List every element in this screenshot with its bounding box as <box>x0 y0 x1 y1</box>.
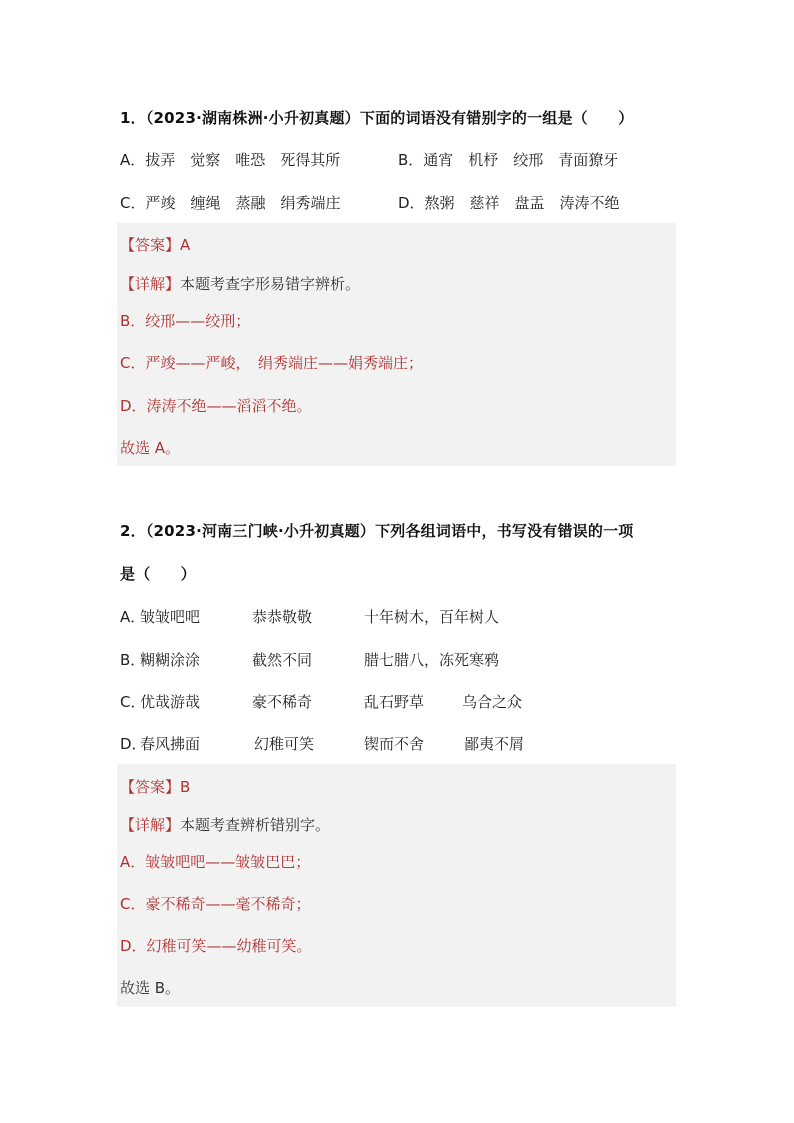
question-2-option-c-word1: 优哉游哉 <box>140 693 201 711</box>
question-2-explanation-d: D．幻稚可笑——幼稚可笑。 <box>120 937 312 955</box>
question-2-option-d-word4: 鄙夷不屑 <box>464 735 525 753</box>
question-1-title: 1．（2023·湖南株洲·小升初真题）下面的词语没有错别字的一组是（ ） <box>120 109 634 127</box>
question-2-option-d-word1: 春风拂面 <box>140 735 201 753</box>
answer-value: B <box>180 778 191 796</box>
question-2-option-b-word3: 腊七腊八，冻死寒鸦 <box>364 651 500 669</box>
detail-text: 本题考查字形易错字辨析。 <box>180 275 361 293</box>
question-2-option-d-word2: 幻稚可笑 <box>254 735 315 753</box>
question-2-explanation-c: C．豪不稀奇——毫不稀奇； <box>120 895 311 913</box>
answer-value: A <box>180 236 191 254</box>
question-1-explanation-b: B．绞邢——绞刑； <box>120 312 251 330</box>
question-2-option-c-letter: C． <box>120 693 146 711</box>
question-2-option-b-word2: 截然不同 <box>252 651 313 669</box>
question-2-conclusion: 故选 B。 <box>120 979 181 997</box>
question-2-option-c-word3: 乱石野草 <box>364 693 425 711</box>
question-1-conclusion: 故选 A。 <box>120 439 181 457</box>
question-2-option-a-word3: 十年树木，百年树人 <box>364 608 500 626</box>
question-1-explanation-d: D．涛涛不绝——滔滔不绝。 <box>120 397 312 415</box>
question-2-option-d-letter: D． <box>120 735 147 753</box>
question-2-option-c-word4: 乌合之众 <box>462 693 523 711</box>
question-2-explanation-a: A．皱皱吧吧——皱皱巴巴； <box>120 853 311 871</box>
question-2-option-b-word1: 糊糊涂涂 <box>140 651 201 669</box>
question-2-title: 2．（2023·河南三门峡·小升初真题）下列各组词语中，书写没有错误的一项 <box>120 522 634 540</box>
question-1-option-a: A．拔弄 觉察 唯恐 死得其所 <box>120 151 341 169</box>
question-2-answer <box>120 776 190 797</box>
question-2-option-b-letter: B． <box>120 651 146 669</box>
answer-label: 【答案】 <box>120 236 181 254</box>
question-1-option-d: D．熬粥 慈祥 盘盂 涛涛不绝 <box>398 194 620 212</box>
question-1-answer <box>120 234 190 255</box>
question-2-option-a-word1: 皱皱吧吧 <box>140 608 201 626</box>
question-1-option-c: C．严竣 缠绳 蒸融 绢秀端庄 <box>120 194 341 212</box>
question-2-option-d-word3: 锲而不舍 <box>364 735 425 753</box>
detail-label: 【详解】 <box>120 816 181 834</box>
question-2-option-a-letter: A． <box>120 608 146 626</box>
question-2-title-line2: 是（ ） <box>120 565 197 583</box>
question-1-explanation-c: C．严竣——严峻， 绢秀端庄——娟秀端庄； <box>120 354 423 372</box>
detail-label: 【详解】 <box>120 275 181 293</box>
question-2-option-a-word2: 恭恭敬敬 <box>252 608 313 626</box>
question-1-answer-box <box>117 223 676 466</box>
question-1-detail <box>120 273 360 294</box>
answer-label: 【答案】 <box>120 778 181 796</box>
question-2-detail <box>120 814 330 835</box>
detail-text: 本题考查辨析错别字。 <box>180 816 331 834</box>
question-2-answer-box <box>117 764 676 1007</box>
question-2-option-c-word2: 豪不稀奇 <box>252 693 313 711</box>
question-1-option-b: B．通宵 机杼 绞邢 青面獠牙 <box>398 151 619 169</box>
